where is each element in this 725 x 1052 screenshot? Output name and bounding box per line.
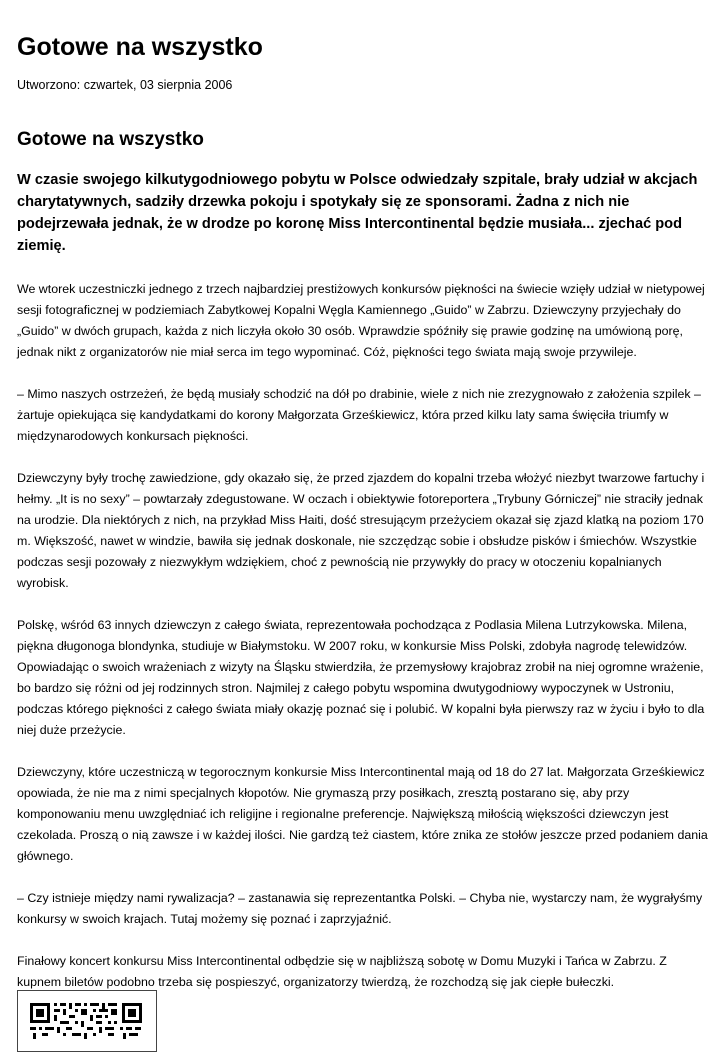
- article-lead: W czasie swojego kilkutygodniowego pobytu w Polsce odwiedzały szpitale, brały udział w akcjach charytatywnych, sadziły drzewka pokoju i spotykały się ze sponsorami. Żadna z nich nie podejrzewała jednak, że w drodze po koronę Miss Intercontinental będzie musiała... zjechać pod ziemię.: [17, 172, 698, 254]
- article-paragraph: – Mimo naszych ostrzeżeń, że będą musiały schodzić na dół po drabinie, wiele z nich nie zrezygnowało z założenia szpilek – żartuje opiekująca się kandydatkami do korony Małgorzata Grześkiewicz, która przed kilku laty sama święciła triumfy w międzynarodowych konkursach piękności.: [17, 387, 701, 443]
- article-body: [17, 279, 709, 1035]
- page: [17, 0, 709, 1035]
- article-paragraph: Finałowy koncert konkursu Miss Intercontinental odbędzie się w najbliższą sobotę w Domu Muzyki i Tańca w Zabrzu. Z kupnem biletów podobno trzeba się pospieszyć, organizatorzy twierdzą, że rozchodzą się jak ciepłe bułeczki.: [17, 954, 667, 989]
- created-date: Utworzono: czwartek, 03 sierpnia 2006: [17, 78, 233, 92]
- qr-code-icon: [30, 1001, 144, 1041]
- page-title: Gotowe na wszystko: [17, 33, 263, 61]
- article-paragraph: Dziewczyny były trochę zawiedzione, gdy okazało się, że przed zjazdem do kopalni trzeba włożyć niezbyt twarzowe fartuchy i hełmy. „It is no sexy” – powtarzały zdegustowane. W oczach i obiektywie fotoreportera „Trybuny Górniczej” nie straciły jednak na urodzie. Dla niektórych z nich, na przykład Miss Haiti, dość stresującym przeżyciem okazał się zjazd klatką na poziom 170 m. Większość, nawet w windzie, bawiła się jednak doskonale, nie szczędząc sobie i obsłudze pisków i śmiechów. Wszystkie podczas sesji pozowały z niezwykłym wdziękiem, choć z pewnością nie przywykły do pracy w otoczeniu kopalnianych wyrobisk.: [17, 471, 705, 590]
- article-paragraph: We wtorek uczestniczki jednego z trzech najbardziej prestiżowych konkursów piękności na świecie wzięły udział w nietypowej sesji fotograficznej w podziemiach Zabytkowej Kopalni Węgla Kamiennego „Guido” w Zabrzu. Dziewczyny przyjechały do „Guido” w dwóch grupach, każda z nich liczyła około 30 osób. Wprawdzie spóźniły się prawie godzinę na umówioną porę, jednak nikt z organizatorów nie miał serca im tego wypominać. Cóż, piękności tego świata mają swoje przywileje.: [17, 282, 705, 359]
- qr-code-box: [17, 990, 157, 1052]
- article-title: Gotowe na wszystko: [17, 129, 204, 150]
- article-paragraph: Polskę, wśród 63 innych dziewczyn z całego świata, reprezentowała pochodząca z Podlasia Milena Lutrzykowska. Milena, piękna długonoga blondynka, studiuje w Białymstoku. W 2007 roku, w konkursie Miss Polski, zdobyła nagrodę telewidzów. Opowiadając o swoich wrażeniach z wizyty na Śląsku stwierdziła, że przemysłowy krajobraz zrobił na niej ogromne wrażenie, bo bardzo się różni od jej rodzinnych stron. Najmilej z całego pobytu wspomina dwutygodniowy wypoczynek w Ustroniu, podczas którego piękności z całego świata miały okazję poznać się i polubić. W kopalni była pierwszy raz w życiu i było to dla niej duże przeżycie.: [17, 618, 705, 737]
- article-paragraph: – Czy istnieje między nami rywalizacja? – zastanawia się reprezentantka Polski. – Chyba nie, wystarczy nam, że wygrałyśmy konkursy w swoich krajach. Tutaj możemy się poznać i zaprzyjaźnić.: [17, 891, 703, 926]
- article-paragraph: Dziewczyny, które uczestniczą w tegorocznym konkursie Miss Intercontinental mają od 18 do 27 lat. Małgorzata Grześkiewicz opowiada, że nie ma z nimi specjalnych kłopotów. Nie grymaszą przy posiłkach, zresztą postarano się, aby przy komponowaniu menu uwzględniać ich religijne i regionalne preferencje. Największą miłością większości dziewczyn jest czekolada. Proszą o nią zawsze i w każdej ilości. Nie gardzą też ciastem, które znika ze stołów jeszcze przed podaniem dania głównego.: [17, 765, 708, 863]
